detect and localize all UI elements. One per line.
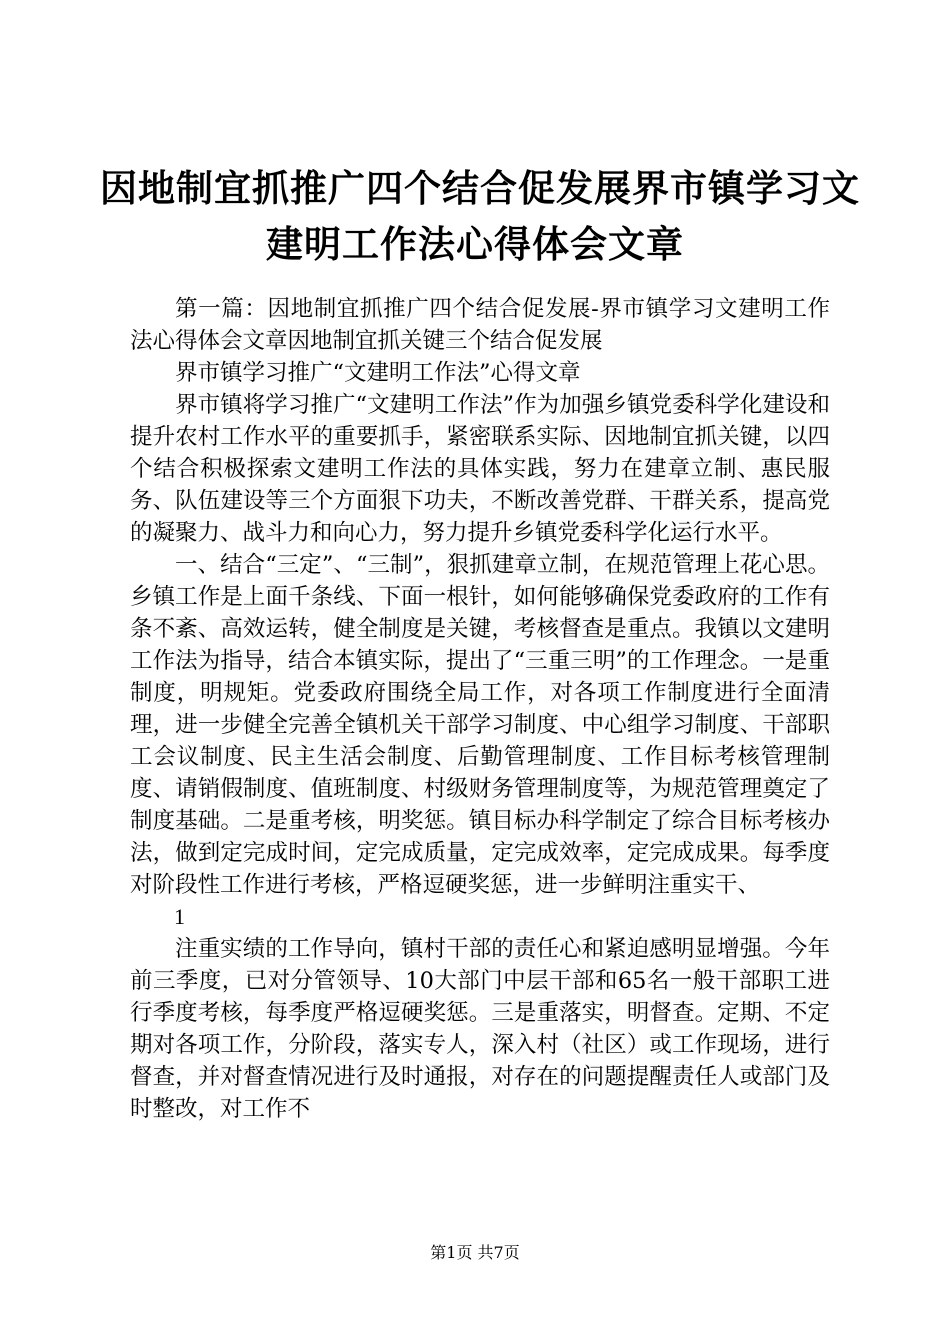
document-body [130,293,830,1125]
paragraph-section-one: 一、结合“三定”、“三制”，狠抓建章立制，在规范管理上花心思。乡镇工作是上面千条线、下面一根针，如何能够确保党委政府的工作有条不紊、高效运转，健全制度是关键，考核督查是重点。我镇以文建明工作法为指导，结合本镇实际，提出了“三重三明”的工作理念。一是重制度，明规矩。党委政府围绕全局工作，对各项工作制度进行全面清理，进一步健全完善全镇机关干部学习制度、中心组学习制度、干部职工会议制度、民主生活会制度、后勤管理制度、工作目标考核管理制度、请销假制度、值班制度、村级财务管理制度等，为规范管理奠定了制度基础。二是重考核，明奖惩。镇目标办科学制定了综合目标考核办法，做到定完成时间，定完成质量，定完成效率，定完成成果。每季度对阶段性工作进行考核，严格逗硬奖惩，进一步鲜明注重实干、 [130,552,830,898]
page-footer: 第1页 共7页 [430,1243,520,1262]
paragraph-intro: 第一篇：因地制宜抓推广四个结合促发展-界市镇学习文建明工作法心得体会文章因地制宜抓关键三个结合促发展 [130,296,830,354]
title-line-1: 因地制宜抓推广四个结合促发展界市镇学习文 [100,166,860,210]
paragraph-subtitle: 界市镇学习推广“文建明工作法”心得文章 [175,360,581,386]
title-line-2: 建明工作法心得体会文章 [266,222,684,266]
paragraph-overview: 界市镇将学习推广“文建明工作法”作为加强乡镇党委科学化建设和提升农村工作水平的重要抓手，紧密联系实际、因地制宜抓关键，以四个结合积极探索文建明工作法的具体实践，努力在建章立制、惠民服务、队伍建设等三个方面狠下功夫，不断改善党群、干群关系，提高党的凝聚力、战斗力和向心力，努力提升乡镇党委科学化运行水平。 [130,392,830,546]
inline-page-number: 1 [174,904,185,929]
paragraph-continued: 注重实绩的工作导向，镇村干部的责任心和紧迫感明显增强。今年前三季度，已对分管领导、10大部门中层干部和65名一般干部职工进行季度考核，每季度严格逗硬奖惩。三是重落实，明督查。定期、不定期对各项工作，分阶段，落实专人，深入村（社区）或工作现场，进行督查，并对督查情况进行及时通报，对存在的问题提醒责任人或部门及时整改，对工作不 [130,936,830,1122]
document-title [100,160,860,272]
